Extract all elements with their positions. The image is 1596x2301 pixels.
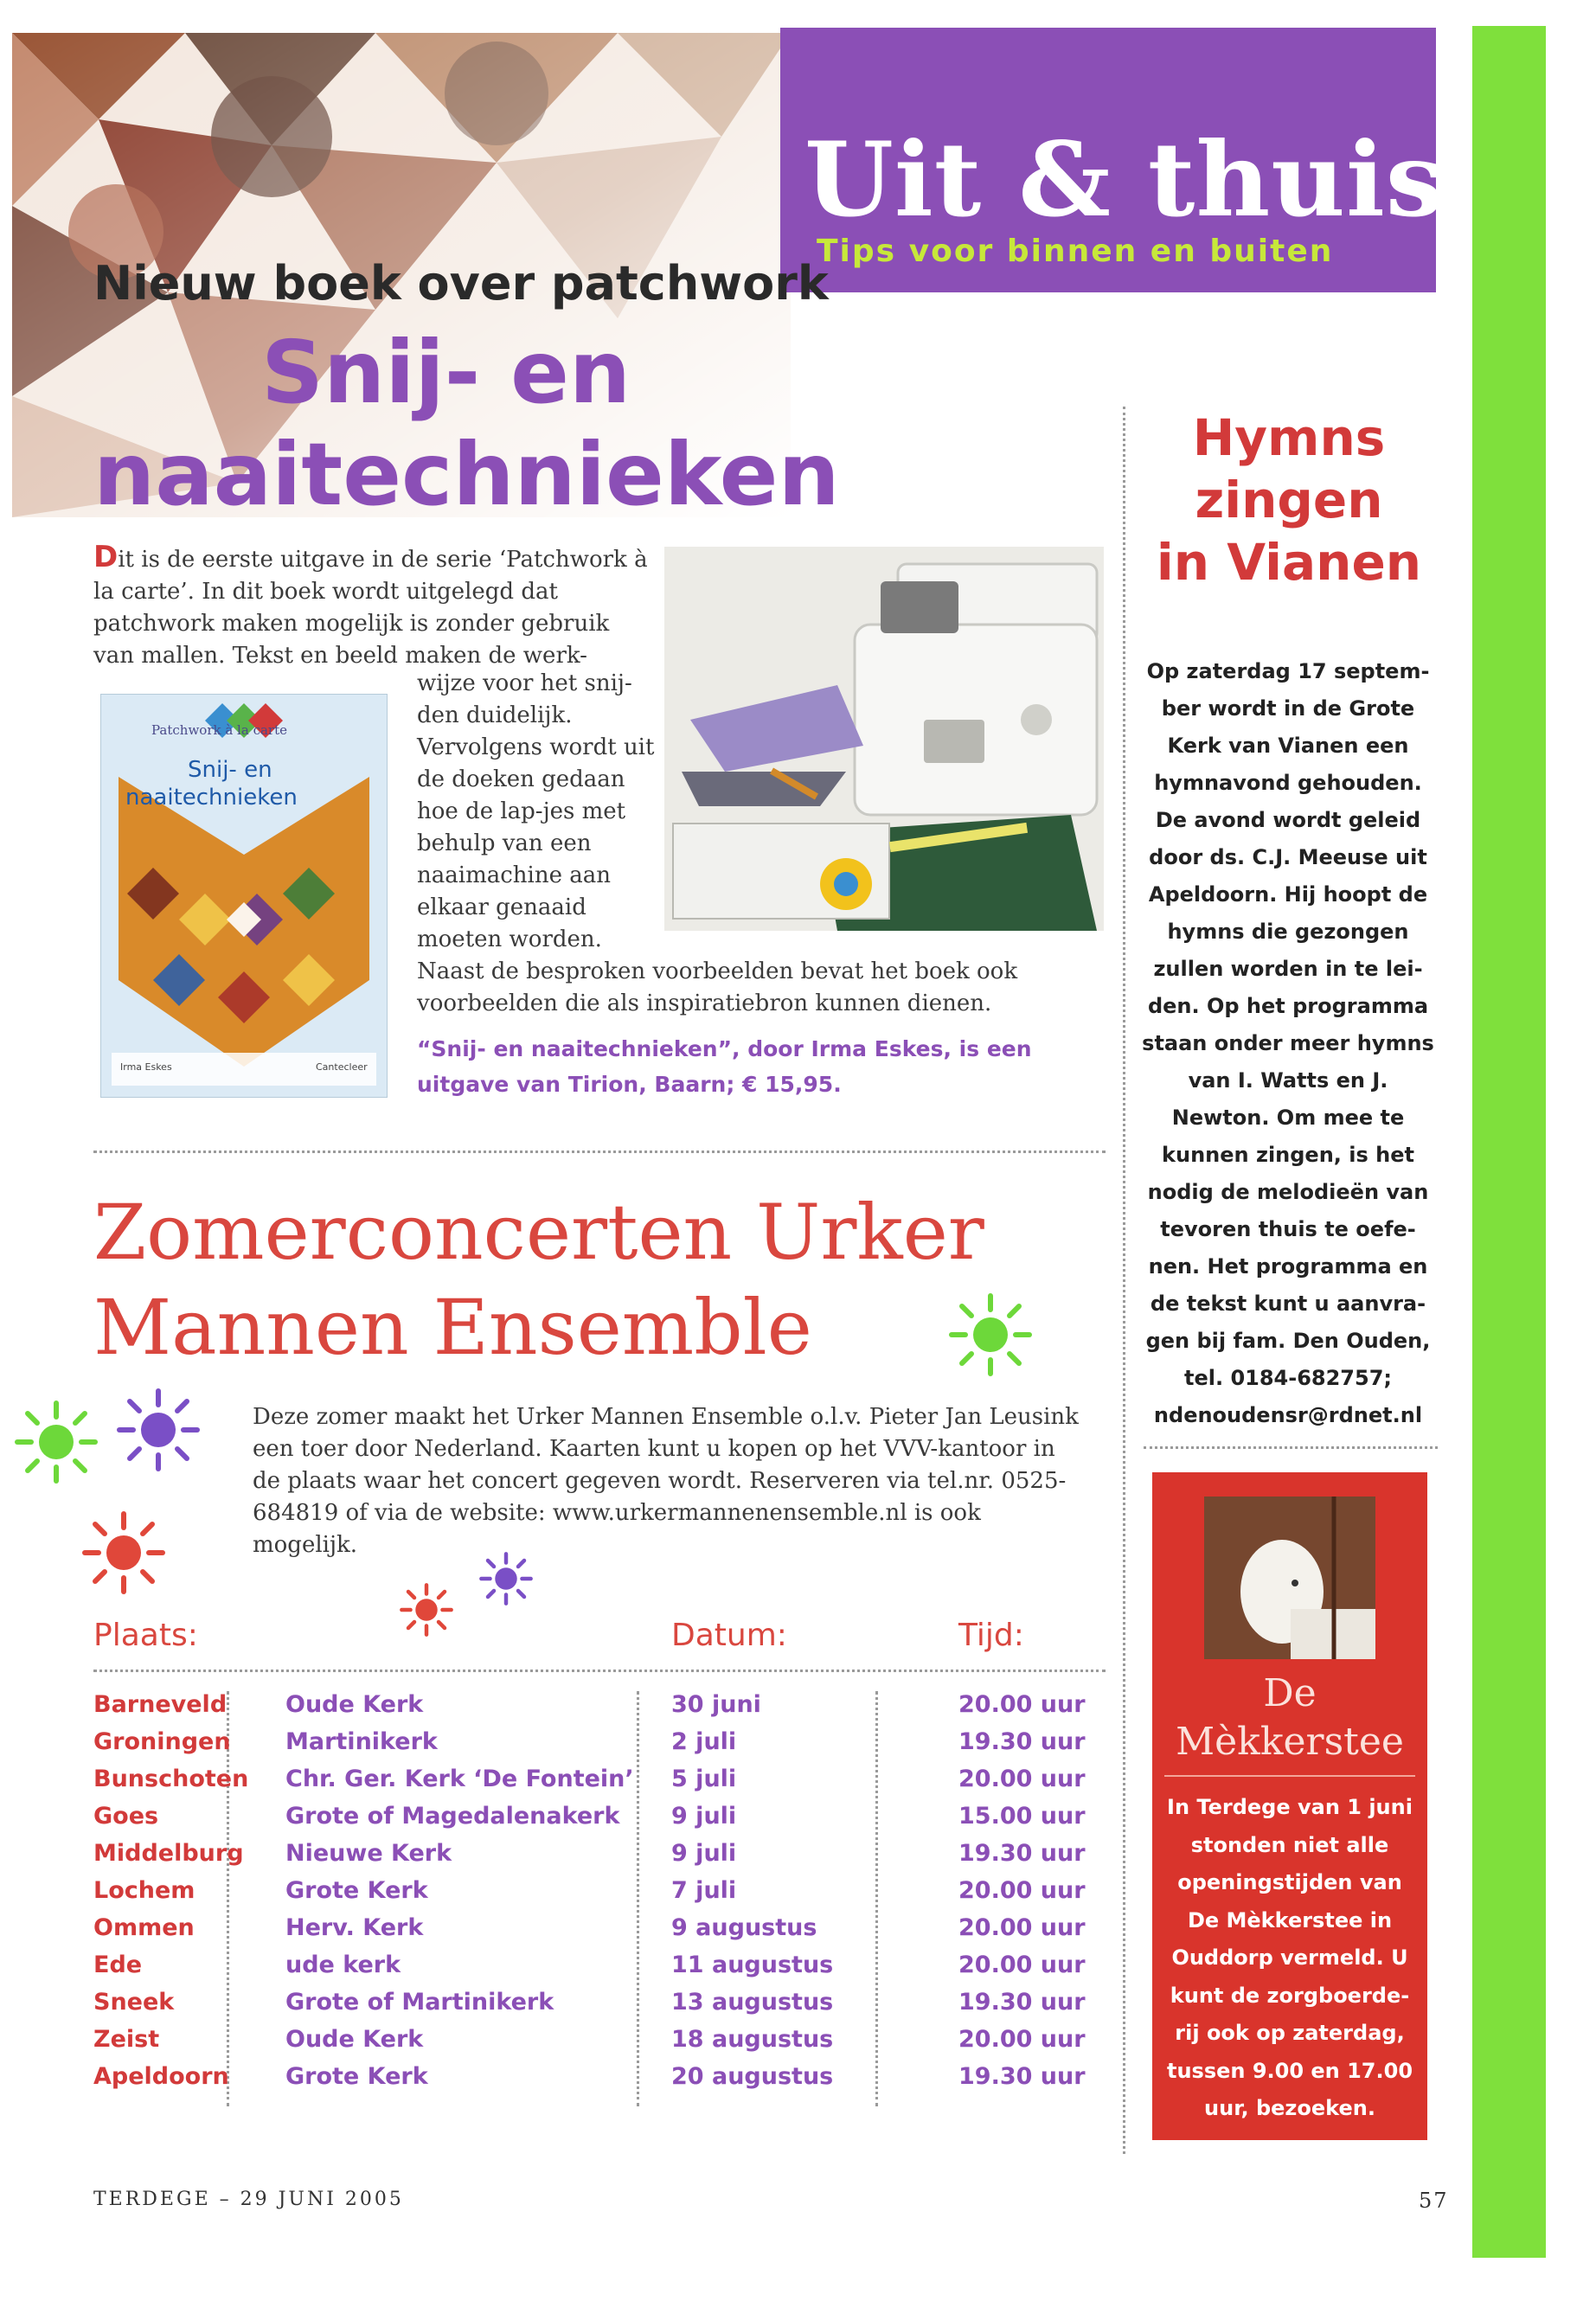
page-edge-bar: [1472, 26, 1546, 2258]
cell-time: 19.30 uur: [958, 1728, 1086, 1755]
article-headline-line1: Snij- en: [261, 322, 631, 423]
table-row: [93, 1728, 1088, 1766]
cell-date: 5 juli: [671, 1766, 737, 1792]
cell-venue: Grote of Martinikerk: [285, 1989, 554, 2016]
table-row: [93, 1914, 1088, 1952]
mekkerstee-title: [1152, 1670, 1427, 1766]
header-date: Datum:: [671, 1618, 787, 1653]
concerts-title: [93, 1185, 1045, 1375]
article-credit: “Snij- en naaitechnieken”, door Irma Eskes, is een uitgave van Tirion, Baarn; € 15,95.: [417, 1036, 1032, 1097]
sewing-machine-photo: [664, 547, 1104, 931]
section-title: Uit & thuis: [804, 119, 1445, 240]
hymns-title-line2: zingen: [1195, 471, 1383, 529]
cell-place: Sneek: [93, 1989, 175, 2016]
cell-venue: Grote Kerk: [285, 1877, 428, 1904]
section-divider: [93, 1150, 1106, 1153]
concerts-body: Deze zomer maakt het Urker Mannen Ensemble o.l.v. Pieter Jan Leusink een toer door Nederland. Kaarten kunt u kopen op het VVV-kantoor in de plaats waar het concert gegeven wordt. Reserveren via tel.nr. 0525-684819 of via de website: www.urkermannenensemble.nl is ook mogelijk.: [253, 1404, 1079, 1558]
book-cover-art: [101, 695, 387, 1097]
hymns-title-line1: Hymns: [1192, 408, 1386, 467]
sidebar-divider: [1123, 407, 1125, 2154]
book-publisher: Cantecleer: [316, 1061, 368, 1073]
cell-time: 19.30 uur: [958, 2063, 1086, 2090]
table-header-divider: [93, 1670, 1106, 1672]
cell-place: Bunschoten: [93, 1766, 249, 1792]
cell-venue: Nieuwe Kerk: [285, 1840, 452, 1867]
cell-place: Lochem: [93, 1877, 195, 1904]
cell-date: 2 juli: [671, 1728, 737, 1755]
cell-time: 20.00 uur: [958, 1952, 1086, 1978]
cell-venue: ude kerk: [285, 1952, 401, 1978]
cell-time: 20.00 uur: [958, 1691, 1086, 1718]
cell-date: 7 juli: [671, 1877, 737, 1904]
cell-place: Groningen: [93, 1728, 231, 1755]
cell-time: 19.30 uur: [958, 1840, 1086, 1867]
cell-time: 20.00 uur: [958, 1914, 1086, 1941]
cell-time: 20.00 uur: [958, 1766, 1086, 1792]
mekkerstee-title-line2: Mèkkerstee: [1176, 1720, 1404, 1764]
book-author: Irma Eskes: [120, 1061, 172, 1073]
concerts-title-line1: Zomerconcerten Urker: [93, 1188, 984, 1277]
cell-place: Middelburg: [93, 1840, 244, 1867]
intro-text: it is de eerste uitgave in de serie ‘Patchwork à la carte’. In dit boek wordt uitgelegd dat patchwork maken mogelijk is zonder gebruik van mallen. Tekst en beeld maken de werk-: [93, 547, 648, 669]
cell-date: 9 juli: [671, 1840, 737, 1867]
hymns-title-line3: in Vianen: [1156, 533, 1422, 592]
cell-place: Zeist: [93, 2026, 160, 2053]
cell-venue: Grote of Magedalenakerk: [285, 1803, 620, 1830]
concerts-title-line2: Mannen Ensemble: [93, 1283, 812, 1372]
drop-cap: D: [93, 540, 119, 574]
table-row: [93, 1952, 1088, 1989]
mekkerstee-title-line1: De: [1263, 1671, 1317, 1715]
flower-icon: [396, 1580, 457, 1640]
footer-publication: TERDEGE – 29 JUNI 2005: [93, 2189, 404, 2210]
mekkerstee-divider: [1164, 1775, 1415, 1777]
sidebar-section-divider: [1144, 1446, 1438, 1449]
cell-venue: Herv. Kerk: [285, 1914, 424, 1941]
concert-schedule: [93, 1691, 1088, 2100]
flower-icon: [943, 1287, 1038, 1382]
book-title-line2: naaitechnieken: [125, 785, 298, 811]
article-headline-line2: naaitechnieken: [93, 424, 840, 525]
table-row: [93, 1877, 1088, 1914]
header-time: Tijd:: [958, 1618, 1024, 1653]
cell-venue: Martinikerk: [285, 1728, 438, 1755]
cell-date: 9 augustus: [671, 1914, 817, 1941]
table-row: [93, 2063, 1088, 2100]
table-row: [93, 2026, 1088, 2063]
article-intro: [93, 542, 656, 672]
hymns-title: [1125, 407, 1453, 593]
cell-place: Ommen: [93, 1914, 195, 1941]
flower-icon: [111, 1382, 206, 1477]
cell-place: Ede: [93, 1952, 143, 1978]
article-body-continued: Naast de besproken voorbeelden bevat het boek ook voorbeelden die als inspiratiebron kunnen dienen.: [417, 958, 1018, 1016]
cell-date: 13 augustus: [671, 1989, 834, 2016]
goat-photo: [1204, 1497, 1375, 1659]
page-number: 57: [1419, 2189, 1449, 2213]
cell-date: 11 augustus: [671, 1952, 834, 1978]
cell-date: 20 augustus: [671, 2063, 834, 2090]
cell-date: 9 juli: [671, 1803, 737, 1830]
hymns-body: Op zaterdag 17 septem-ber wordt in de Grote Kerk van Vianen een hymnavond gehouden. De avond wordt geleid door ds. C.J. Meeuse uit Apeldoorn. Hij hoopt de hymns die gezongen zullen worden in te lei-den. Op het programma staan onder meer hymns van I. Watts en J. Newton. Om mee te kunnen zingen, is het nodig de melodieën van tevoren thuis te oefe-nen. Het programma en de tekst kunt u aanvra-gen bij fam. Den Ouden, tel. 0184-682757; ndenoudensr@rdnet.nl: [1142, 659, 1434, 1427]
cell-place: Goes: [93, 1803, 159, 1830]
cell-time: 15.00 uur: [958, 1803, 1086, 1830]
cell-venue: Chr. Ger. Kerk ‘De Fontein’: [285, 1766, 634, 1792]
cell-venue: Oude Kerk: [285, 2026, 424, 2053]
cell-place: Barneveld: [93, 1691, 228, 1718]
book-title-line1: Snij- en: [188, 757, 272, 783]
table-row: [93, 1691, 1088, 1728]
mekkerstee-body: In Terdege van 1 juni stonden niet alle openingstijden van De Mèkkerstee in Ouddorp vermeld. U kunt de zorgboerde-rij ook op zaterdag, tussen 9.00 en 17.00 uur, bezoeken.: [1166, 1795, 1413, 2120]
cell-venue: Oude Kerk: [285, 1691, 424, 1718]
article-body-wrapped: wijze voor het snij-den duidelijk. Vervolgens wordt uit de doeken gedaan hoe de lap-jes met behulp van een naaimachine aan elkaar genaaid moeten worden.: [417, 670, 655, 952]
table-row: [93, 1766, 1088, 1803]
cell-date: 18 augustus: [671, 2026, 834, 2053]
table-row: [93, 1803, 1088, 1840]
table-row: [93, 1840, 1088, 1877]
cell-venue: Grote Kerk: [285, 2063, 428, 2090]
book-cover: [100, 694, 388, 1098]
book-series: Patchwork à la carte: [151, 722, 287, 738]
section-subtitle: Tips voor binnen en buiten: [817, 234, 1334, 269]
header-place: Plaats:: [93, 1618, 198, 1653]
table-row: [93, 1989, 1088, 2026]
flower-icon: [76, 1505, 171, 1600]
flower-icon: [9, 1394, 104, 1490]
cell-place: Apeldoorn: [93, 2063, 229, 2090]
article-kicker: Nieuw boek over patchwork: [93, 256, 829, 311]
cell-time: 19.30 uur: [958, 1989, 1086, 2016]
cell-time: 20.00 uur: [958, 1877, 1086, 1904]
cell-date: 30 juni: [671, 1691, 761, 1718]
cell-time: 20.00 uur: [958, 2026, 1086, 2053]
